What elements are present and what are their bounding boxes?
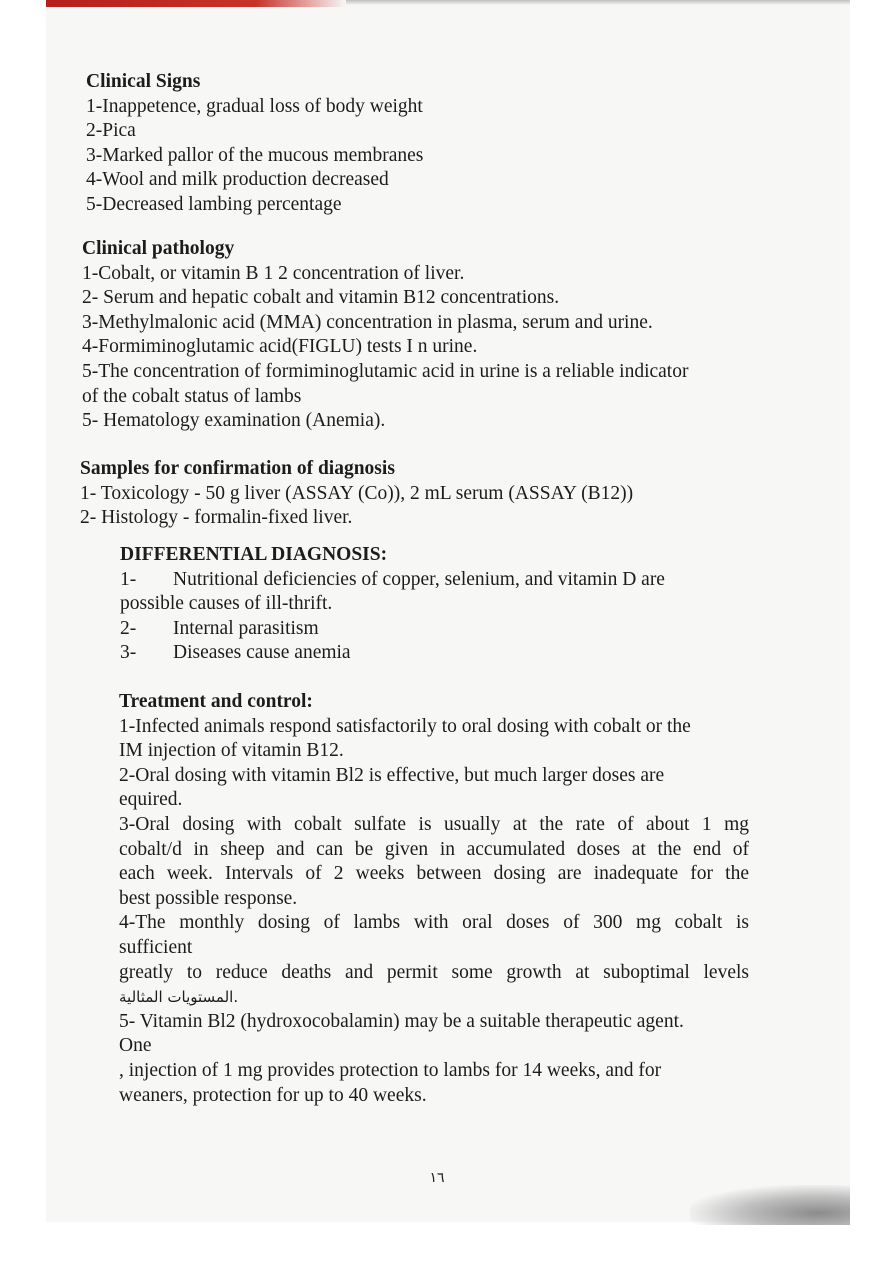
differential-item [120,641,665,666]
page-number: ١٦ [429,1170,445,1186]
differential-heading: DIFFERENTIAL DIAGNOSIS: [120,544,388,565]
item-text: Diseases cause anemia [173,642,351,664]
item-number: 1- [120,568,137,590]
treatment-line: weaners, protection for up to 40 weeks. [119,1084,427,1106]
treatment-line: 4-The monthly dosing of lambs with oral doses of 300 mg cobalt is [119,912,749,934]
scan-top-shadow [346,0,850,5]
clinical-sign-item: 3-Marked pallor of the mucous membranes [86,144,424,166]
pathology-item: 5-The concentration of formiminoglutamic acid in urine is a reliable indicator [82,360,689,382]
item-text: Internal parasitism [173,617,319,639]
clinical-signs-heading: Clinical Signs [86,71,201,92]
pathology-item: 3-Methylmalonic acid (MMA) concentration in plasma, serum and urine. [82,311,653,333]
scan-corner-shadow [690,1185,850,1225]
clinical-sign-item: 2-Pica [86,120,136,142]
treatment-line: sufficient [119,936,193,958]
samples-section [80,457,633,531]
treatment-line: 5- Vitamin Bl2 (hydroxocobalamin) may be a suitable therapeutic agent. [119,1010,684,1032]
differential-diagnosis-section [120,543,665,666]
clinical-sign-item: 4-Wool and milk production decreased [86,169,389,191]
clinical-sign-item: 1-Inappetence, gradual loss of body weight [86,95,423,117]
red-header-strip [46,0,346,7]
item-text: possible causes of ill-thrift. [120,593,333,615]
clinical-signs-section [86,70,423,218]
clinical-pathology-section [82,237,688,434]
pathology-item: 5- Hematology examination (Anemia). [82,410,386,432]
treatment-line: each week. Intervals of 2 weeks between dosing are inadequate for the [119,863,749,885]
differential-item [120,617,665,642]
treatment-heading: Treatment and control: [119,691,313,712]
item-number: 2- [120,617,137,639]
item-number: 3- [120,642,137,664]
clinical-pathology-heading: Clinical pathology [82,238,235,259]
differential-item [120,568,665,593]
scan-margin [0,0,46,1263]
arabic-phrase: .المستويات المثالية [119,988,239,1007]
treatment-line: 3-Oral dosing with cobalt sulfate is usually at the rate of about 1 mg [119,813,749,835]
samples-heading: Samples for confirmation of diagnosis [80,458,395,479]
sample-item: 1- Toxicology - 50 g liver (ASSAY (Co)), 2 mL serum (ASSAY (B12)) [80,482,634,504]
sample-item: 2- Histology - formalin-fixed liver. [80,507,353,529]
treatment-line: One [119,1035,152,1057]
differential-item [120,592,665,617]
treatment-line [119,985,749,1010]
pathology-item: of the cobalt status of lambs [82,385,302,407]
treatment-line: 1-Infected animals respond satisfactorily to oral dosing with cobalt or the [119,715,691,737]
treatment-line: IM injection of vitamin B12. [119,740,344,762]
treatment-line: 2-Oral dosing with vitamin Bl2 is effective, but much larger doses are [119,764,665,786]
treatment-line: cobalt/d in sheep and can be given in accumulated doses at the end of [119,838,749,860]
treatment-line: equired. [119,789,183,811]
pathology-item: 4-Formiminoglutamic acid(FIGLU) tests I n urine. [82,336,478,358]
pathology-item: 2- Serum and hepatic cobalt and vitamin B12 concentrations. [82,287,560,309]
treatment-section [119,690,749,1108]
treatment-line: , injection of 1 mg provides protection to lambs for 14 weeks, and for [119,1059,662,1081]
pathology-item: 1-Cobalt, or vitamin B 1 2 concentration of liver. [82,262,465,284]
treatment-line: best possible response. [119,887,298,909]
item-text: Nutritional deficiencies of copper, selenium, and vitamin D are [173,568,665,590]
treatment-line: greatly to reduce deaths and permit some growth at suboptimal levels [119,961,749,983]
clinical-sign-item: 5-Decreased lambing percentage [86,193,342,215]
